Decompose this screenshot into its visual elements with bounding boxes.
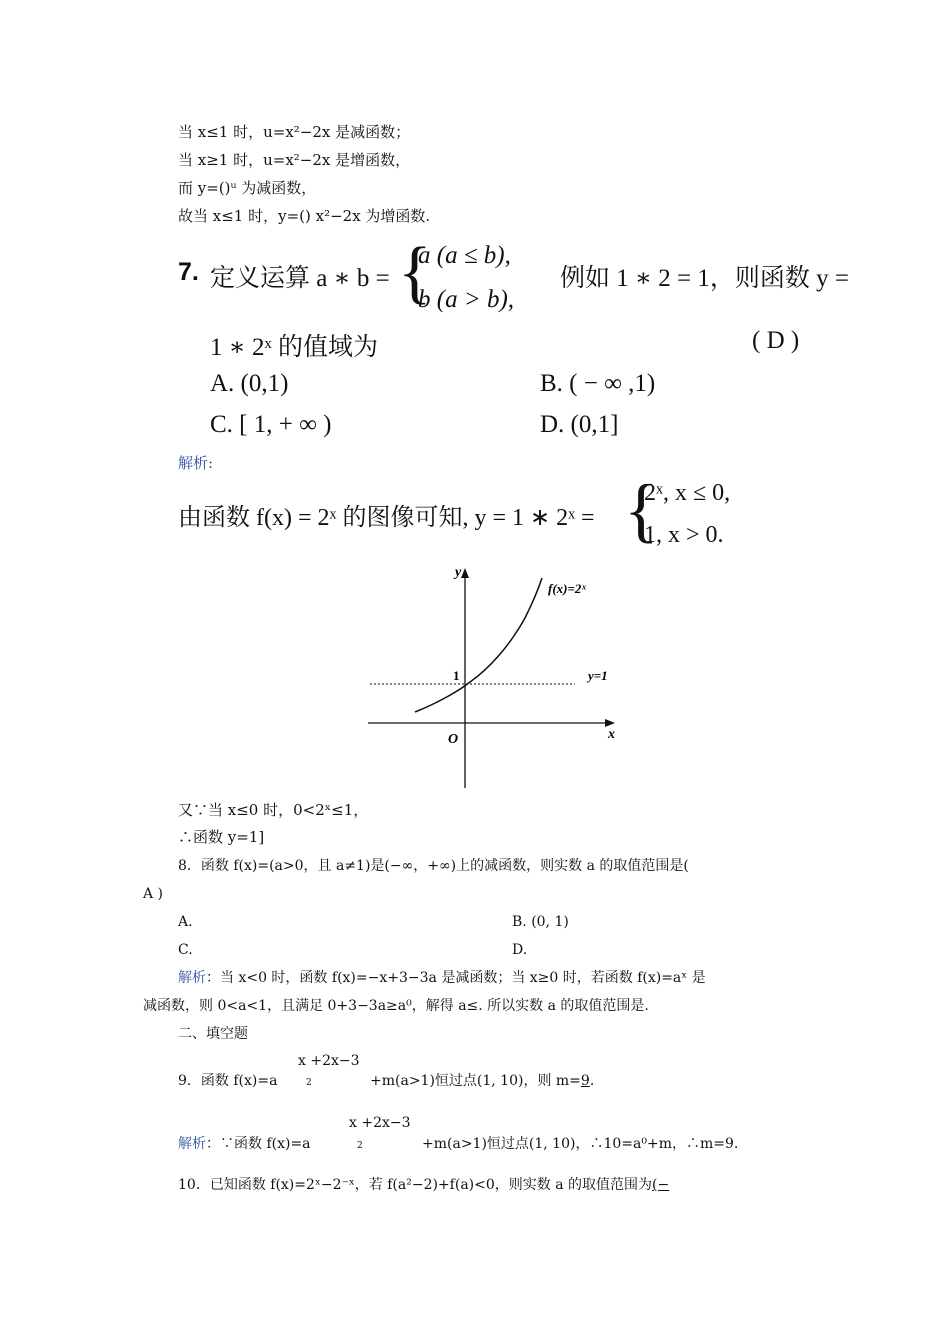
q9-analysis-suffix: +m(a>1)恒过点(1, 10)，∴10=a⁰+m，∴m=9. <box>422 1136 739 1152</box>
option-a: A. (0,1) <box>210 370 289 397</box>
text-line: 当 x≥1 时，u=x²−2x 是增函数， <box>178 151 411 169</box>
q8-analysis-line1 <box>178 968 706 988</box>
question-number: 7. <box>178 258 199 286</box>
q7-case1: a (a ≤ b), <box>418 242 511 269</box>
q8-line1: 8．函数 f(x)=(a>0，且 a≠1)是(−∞，+∞)上的减函数，则实数 a 的取值范围是( <box>178 858 689 874</box>
q9-answer: 9 <box>580 1073 590 1089</box>
q8-line2: A ) <box>143 886 164 902</box>
q7-case2: b (a > b), <box>418 286 515 313</box>
q7-prefix: 定义运算 a ∗ b = <box>210 265 390 292</box>
q9-analysis-exponent: x +2x−3 <box>349 1115 411 1131</box>
q9-rest <box>370 1071 594 1091</box>
tick-one-label: 1 <box>453 668 460 683</box>
q10-line <box>178 1175 669 1195</box>
q9-suffix: +m(a>1)恒过点(1, 10)，则 m= <box>370 1073 581 1089</box>
y-axis-arrow-icon <box>461 568 469 578</box>
analysis-label: 解析 <box>178 970 206 986</box>
q7-piece-case1: 2ˣ, x ≤ 0, <box>644 480 731 506</box>
y-axis-label: y <box>455 565 462 580</box>
text-line: 当 x≤1 时，u=x²−2x 是减函数； <box>178 123 411 141</box>
analysis-label: 解析: <box>178 454 214 472</box>
q7-piece-case2: 1, x > 0. <box>644 522 724 548</box>
q9-end: . <box>589 1073 595 1089</box>
q7-answer: ( D ) <box>752 327 800 354</box>
q8-option-a: A. <box>178 914 193 930</box>
q9-analysis-two: 2 <box>357 1141 363 1151</box>
brace-icon: { <box>624 470 659 550</box>
q9-line <box>178 1071 277 1091</box>
q9-analysis-prefix: ：∵函数 f(x)=a <box>206 1136 311 1152</box>
q8-analysis-line2: 减函数，则 0<a<1，且满足 0+3−3a≥a⁰，解得 a≤. 所以实数 a 的取值范围是. <box>143 998 649 1014</box>
text-line: 而 y=()ᵘ 为减函数， <box>178 179 317 197</box>
q9-exponent: x +2x−3 <box>298 1053 360 1069</box>
option-c: C. [ 1, + ∞ ) <box>210 411 332 438</box>
origin-label: O <box>448 732 459 747</box>
q10-answer: (− <box>652 1177 670 1193</box>
analysis-text: ：当 x<0 时，函数 f(x)=−x+3−3a 是减函数；当 x≥0 时，若函数 f(x)=aˣ 是 <box>206 970 706 986</box>
text-line: ∴函数 y=1] <box>178 828 265 846</box>
function-graph <box>360 560 630 795</box>
q9-analysis <box>178 1134 311 1154</box>
section-heading: 二、填空题 <box>178 1026 248 1042</box>
curve-label: f(x)=2ˣ <box>548 581 586 596</box>
x-axis-label: x <box>608 727 615 742</box>
brace-icon: { <box>398 234 432 311</box>
q10-text: 10．已知函数 f(x)=2ˣ−2⁻ˣ，若 f(a²−2)+f(a)<0，则实数 a 的取值范围为 <box>178 1177 653 1193</box>
x-axis-arrow-icon <box>605 719 615 727</box>
option-b: B. ( − ∞ ,1) <box>540 370 656 397</box>
q8-option-c: C. <box>178 942 193 958</box>
text-line: 故当 x≤1 时，y=() x²−2x 为增函数. <box>178 207 431 225</box>
q7-suffix: 例如 1 ∗ 2 = 1，则函数 y = <box>560 265 849 292</box>
q7-line2: 1 ∗ 2ˣ 的值域为 <box>210 334 378 361</box>
q9-exp-two: 2 <box>306 1078 312 1088</box>
line-label: y=1 <box>588 668 608 683</box>
q8-option-b: B. (0, 1) <box>512 914 569 930</box>
option-d: D. (0,1] <box>540 411 619 438</box>
exponential-curve <box>415 578 542 712</box>
analysis-label: 解析 <box>178 1136 206 1152</box>
q9-prefix: 9．函数 f(x)=a <box>178 1073 278 1089</box>
q7-analysis-text: 由函数 f(x) = 2ˣ 的图像可知, y = 1 ∗ 2ˣ = <box>178 505 595 531</box>
q8-option-d: D. <box>512 942 528 958</box>
text-line: 又∵当 x≤0 时，0<2ˣ≤1， <box>178 801 369 819</box>
